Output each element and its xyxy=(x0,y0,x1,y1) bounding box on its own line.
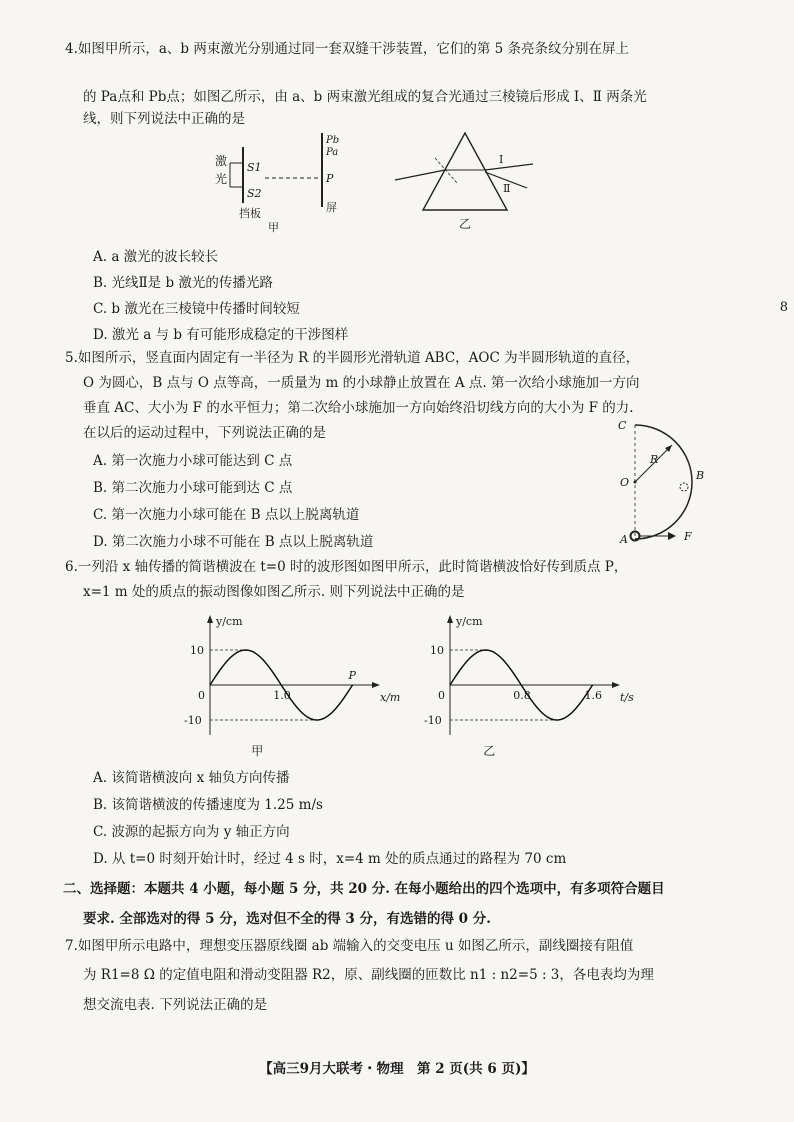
x-axis-label: t/s xyxy=(620,691,634,704)
x-axis-arrow xyxy=(372,682,380,688)
vibration-graph-yi xyxy=(420,615,634,765)
s2-label: S2 xyxy=(247,187,262,200)
laser-label-2: 光 xyxy=(215,172,228,186)
y-axis-label: y/cm xyxy=(456,615,483,628)
q4-option-b: B. 光线Ⅱ是 b 激光的传播光路 xyxy=(93,275,273,291)
x-axis-arrow xyxy=(612,682,620,688)
q5-option-b: B. 第二次施力小球可能到达 C 点 xyxy=(93,480,293,496)
point-o-label: O xyxy=(620,476,630,489)
q4-line-2: 的 Pa点和 Pb点；如图乙所示，由 a、b 两束激光组成的复合光通过三棱镜后形成 Ⅰ、Ⅱ 两条光 xyxy=(83,89,647,105)
y-tick-label-10: 10 xyxy=(190,644,204,657)
semicircle-track-figure xyxy=(610,415,710,550)
q4-line-1: 4.如图甲所示，a、b 两束激光分别通过同一套双缝干涉装置，它们的第 5 条亮条纹分别在屏上 xyxy=(65,41,630,57)
figure-jia-caption: 甲 xyxy=(268,221,279,234)
q5-option-d: D. 第二次施力小球不可能在 B 点以上脱离轨道 xyxy=(93,534,374,550)
q4-option-a: A. a 激光的波长较长 xyxy=(93,249,219,265)
q7-line-3: 想交流电表. 下列说法正确的是 xyxy=(83,997,268,1013)
data-point-2 xyxy=(281,684,282,685)
q5-line-1: 5.如图所示，竖直面内固定有一半径为 R 的半圆形光滑轨道 ABC，AOC 为半圆形轨道的直径， xyxy=(65,350,640,366)
p-label: P xyxy=(326,172,334,185)
x-tick-label-0: 0.8 xyxy=(513,689,531,702)
wave-graph-jia xyxy=(180,615,401,765)
data-point-0 xyxy=(209,684,210,685)
data-point-2 xyxy=(521,684,522,685)
screen-label: 屏 xyxy=(326,201,337,214)
pa-label: Pa xyxy=(326,147,339,158)
origin-label: 0 xyxy=(438,689,445,702)
y-tick-label-neg10: -10 xyxy=(184,714,202,727)
side-page-number: 8 xyxy=(779,300,788,315)
chart-caption: 甲 xyxy=(251,744,264,758)
data-point-3 xyxy=(556,719,557,720)
s1-label: S1 xyxy=(247,161,262,174)
q5-option-c: C. 第一次施力小球可能在 B 点以上脱离轨道 xyxy=(93,507,360,523)
pb-label: Pb xyxy=(326,135,340,146)
data-point-3 xyxy=(316,719,317,720)
q5-line-4: 在以后的运动过程中，下列说法正确的是 xyxy=(83,425,326,441)
q6-line-1: 6.一列沿 x 轴传播的简谐横波在 t=0 时的波形图如图甲所示，此时简谐横波恰好传到质点 P， xyxy=(65,559,628,575)
data-point-1 xyxy=(485,649,486,650)
force-f-label: F xyxy=(684,530,692,543)
data-point-4 xyxy=(592,684,593,685)
section-2-line-2: 要求. 全部选对的得 5 分，选对但不全的得 3 分，有选错的得 0 分. xyxy=(83,911,491,927)
point-b-label: B xyxy=(696,469,705,482)
baffle-label: 挡板 xyxy=(239,207,261,220)
x-tick-label-0: 1.0 xyxy=(273,689,291,702)
figure-yi-caption: 乙 xyxy=(459,217,472,231)
q6-line-2: x=1 m 处的质点的振动图像如图乙所示. 则下列说法中正确的是 xyxy=(83,584,465,600)
x-axis-label: x/m xyxy=(380,691,401,704)
y-axis-arrow xyxy=(447,615,453,623)
origin-label: 0 xyxy=(198,689,205,702)
x-tick-label-1: 1.6 xyxy=(584,689,602,702)
q6-option-c: C. 波源的起振方向为 y 轴正方向 xyxy=(93,824,290,840)
chart-caption: 乙 xyxy=(483,744,496,758)
radius-label: R xyxy=(650,453,659,466)
q4-option-c: C. b 激光在三棱镜中传播时间较短 xyxy=(93,301,300,317)
data-point-1 xyxy=(245,649,246,650)
y-axis-arrow xyxy=(207,615,213,623)
point-c-label: C xyxy=(618,419,627,432)
q4-line-3: 线，则下列说法中正确的是 xyxy=(83,111,245,127)
q5-line-3: 垂直 AC、大小为 F 的水平恒力；第二次给小球施加一方向始终沿切线方向的大小为 F 的力. xyxy=(83,400,634,416)
data-point-4 xyxy=(352,684,353,685)
q4-option-d: D. 激光 a 与 b 有可能形成稳定的干涉图样 xyxy=(93,327,349,343)
q6-option-d: D. 从 t=0 时刻开始计时，经过 4 s 时，x=4 m 处的质点通过的路程为 70 cm xyxy=(93,851,567,867)
ray-1-label: Ⅰ xyxy=(499,153,504,166)
point-a-label: A xyxy=(620,533,628,546)
q5-option-a: A. 第一次施力小球可能达到 C 点 xyxy=(93,453,293,469)
q5-line-2: O 为圆心，B 点与 O 点等高，一质量为 m 的小球静止放置在 A 点. 第一次给小球施加一方向 xyxy=(83,375,640,391)
section-2-line-1: 二、选择题：本题共 4 小题，每小题 5 分，共 20 分. 在每小题给出的四个选项中，有多项符合题目 xyxy=(63,881,665,897)
page-footer: 【高三9月大联考・物理 第 2 页(共 6 页)】 xyxy=(259,1061,535,1077)
laser-label-1: 激 xyxy=(215,154,228,168)
ray-2-label: Ⅱ xyxy=(503,182,511,195)
prism-figure xyxy=(395,128,545,233)
double-slit-figure xyxy=(205,125,355,235)
q7-line-2: 为 R1=8 Ω 的定值电阻和滑动变阻器 R2，原、副线圈的匝数比 n1 : n2=5 : 3，各电表均为理 xyxy=(83,967,654,983)
data-point-0 xyxy=(449,684,450,685)
y-tick-label-10: 10 xyxy=(430,644,444,657)
point-p-label: P xyxy=(348,669,356,682)
q6-option-a: A. 该简谐横波向 x 轴负方向传播 xyxy=(93,770,290,786)
y-axis-label: y/cm xyxy=(216,615,243,628)
q7-line-1: 7.如图甲所示电路中，理想变压器原线圈 ab 端输入的交变电压 u 如图乙所示，副线圈接有阻值 xyxy=(65,938,634,954)
q6-option-b: B. 该简谐横波的传播速度为 1.25 m/s xyxy=(93,797,323,813)
y-tick-label-neg10: -10 xyxy=(424,714,442,727)
